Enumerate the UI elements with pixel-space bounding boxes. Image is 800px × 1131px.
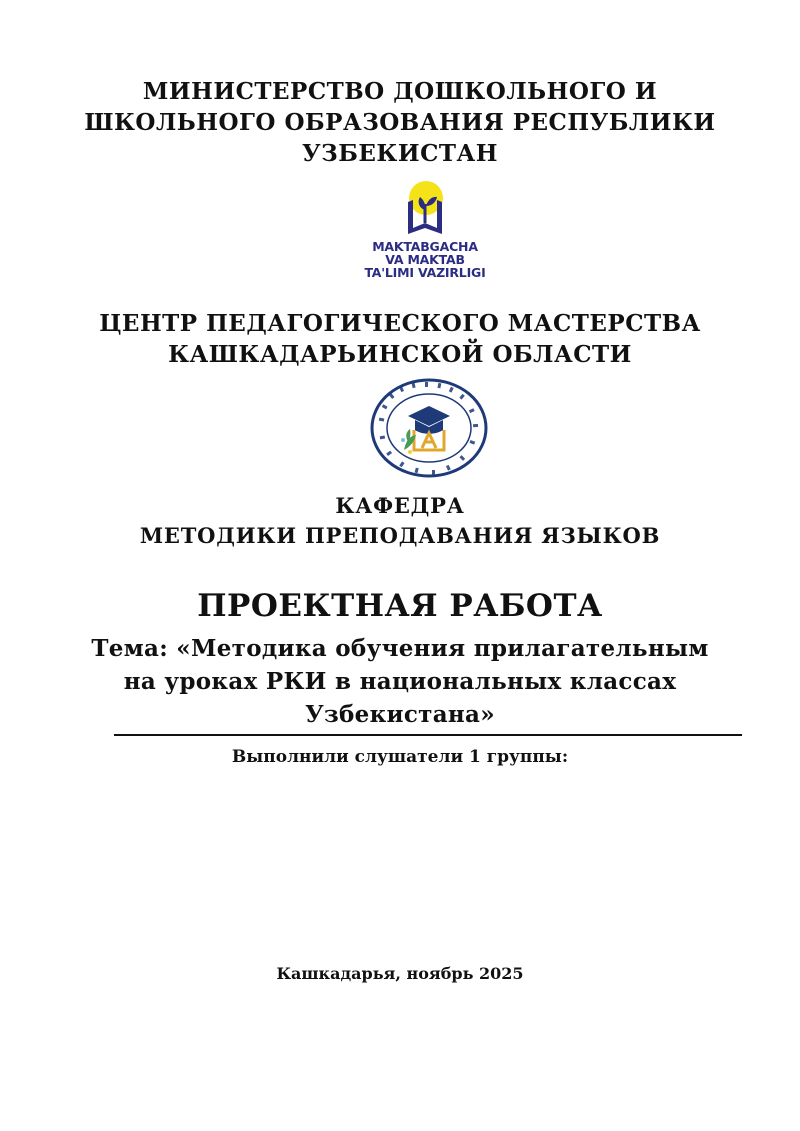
theme-line-1: Тема: «Методика обучения прилагательным <box>91 635 709 662</box>
ministry-logo <box>360 180 490 284</box>
ministry-line-1: МИНИСТЕРСТВО ДОШКОЛЬНОГО И <box>142 78 658 105</box>
ministry-logo-text-1: MAKTABGACHA <box>372 239 478 254</box>
divider-line <box>114 734 742 736</box>
performers-label: Выполнили слушатели 1 группы: <box>231 747 569 767</box>
place-date: Кашкадарья, ноябрь 2025 <box>276 964 524 983</box>
project-title: ПРОЕКТНАЯ РАБОТА <box>197 588 603 624</box>
graduation-cap-seal-icon <box>370 378 488 478</box>
center-seal <box>370 378 488 478</box>
ministry-heading <box>0 76 800 169</box>
center-line-1: ЦЕНТР ПЕДАГОГИЧЕСКОГО МАСТЕРСТВА <box>99 310 701 337</box>
department-line-1: КАФЕДРА <box>335 493 465 518</box>
center-line-2: КАШКАДАРЬИНСКОЙ ОБЛАСТИ <box>168 341 632 368</box>
book-sprout-icon <box>402 180 448 238</box>
department-heading <box>0 491 800 551</box>
center-heading <box>0 308 800 370</box>
theme-line-3: Узбекистана» <box>305 701 495 728</box>
ministry-logo-text <box>360 240 490 279</box>
ministry-logo-text-2: VA MAKTAB <box>385 252 465 267</box>
ministry-logo-text-3: TA'LIMI VAZIRLIGI <box>364 265 486 280</box>
ministry-line-2: ШКОЛЬНОГО ОБРАЗОВАНИЯ РЕСПУБЛИКИ <box>84 109 716 136</box>
department-line-2: МЕТОДИКИ ПРЕПОДАВАНИЯ ЯЗЫКОВ <box>139 523 661 548</box>
project-theme <box>0 632 800 731</box>
theme-line-2: на уроках РКИ в национальных классах <box>123 668 677 695</box>
ministry-line-3: УЗБЕКИСТАН <box>302 140 498 167</box>
